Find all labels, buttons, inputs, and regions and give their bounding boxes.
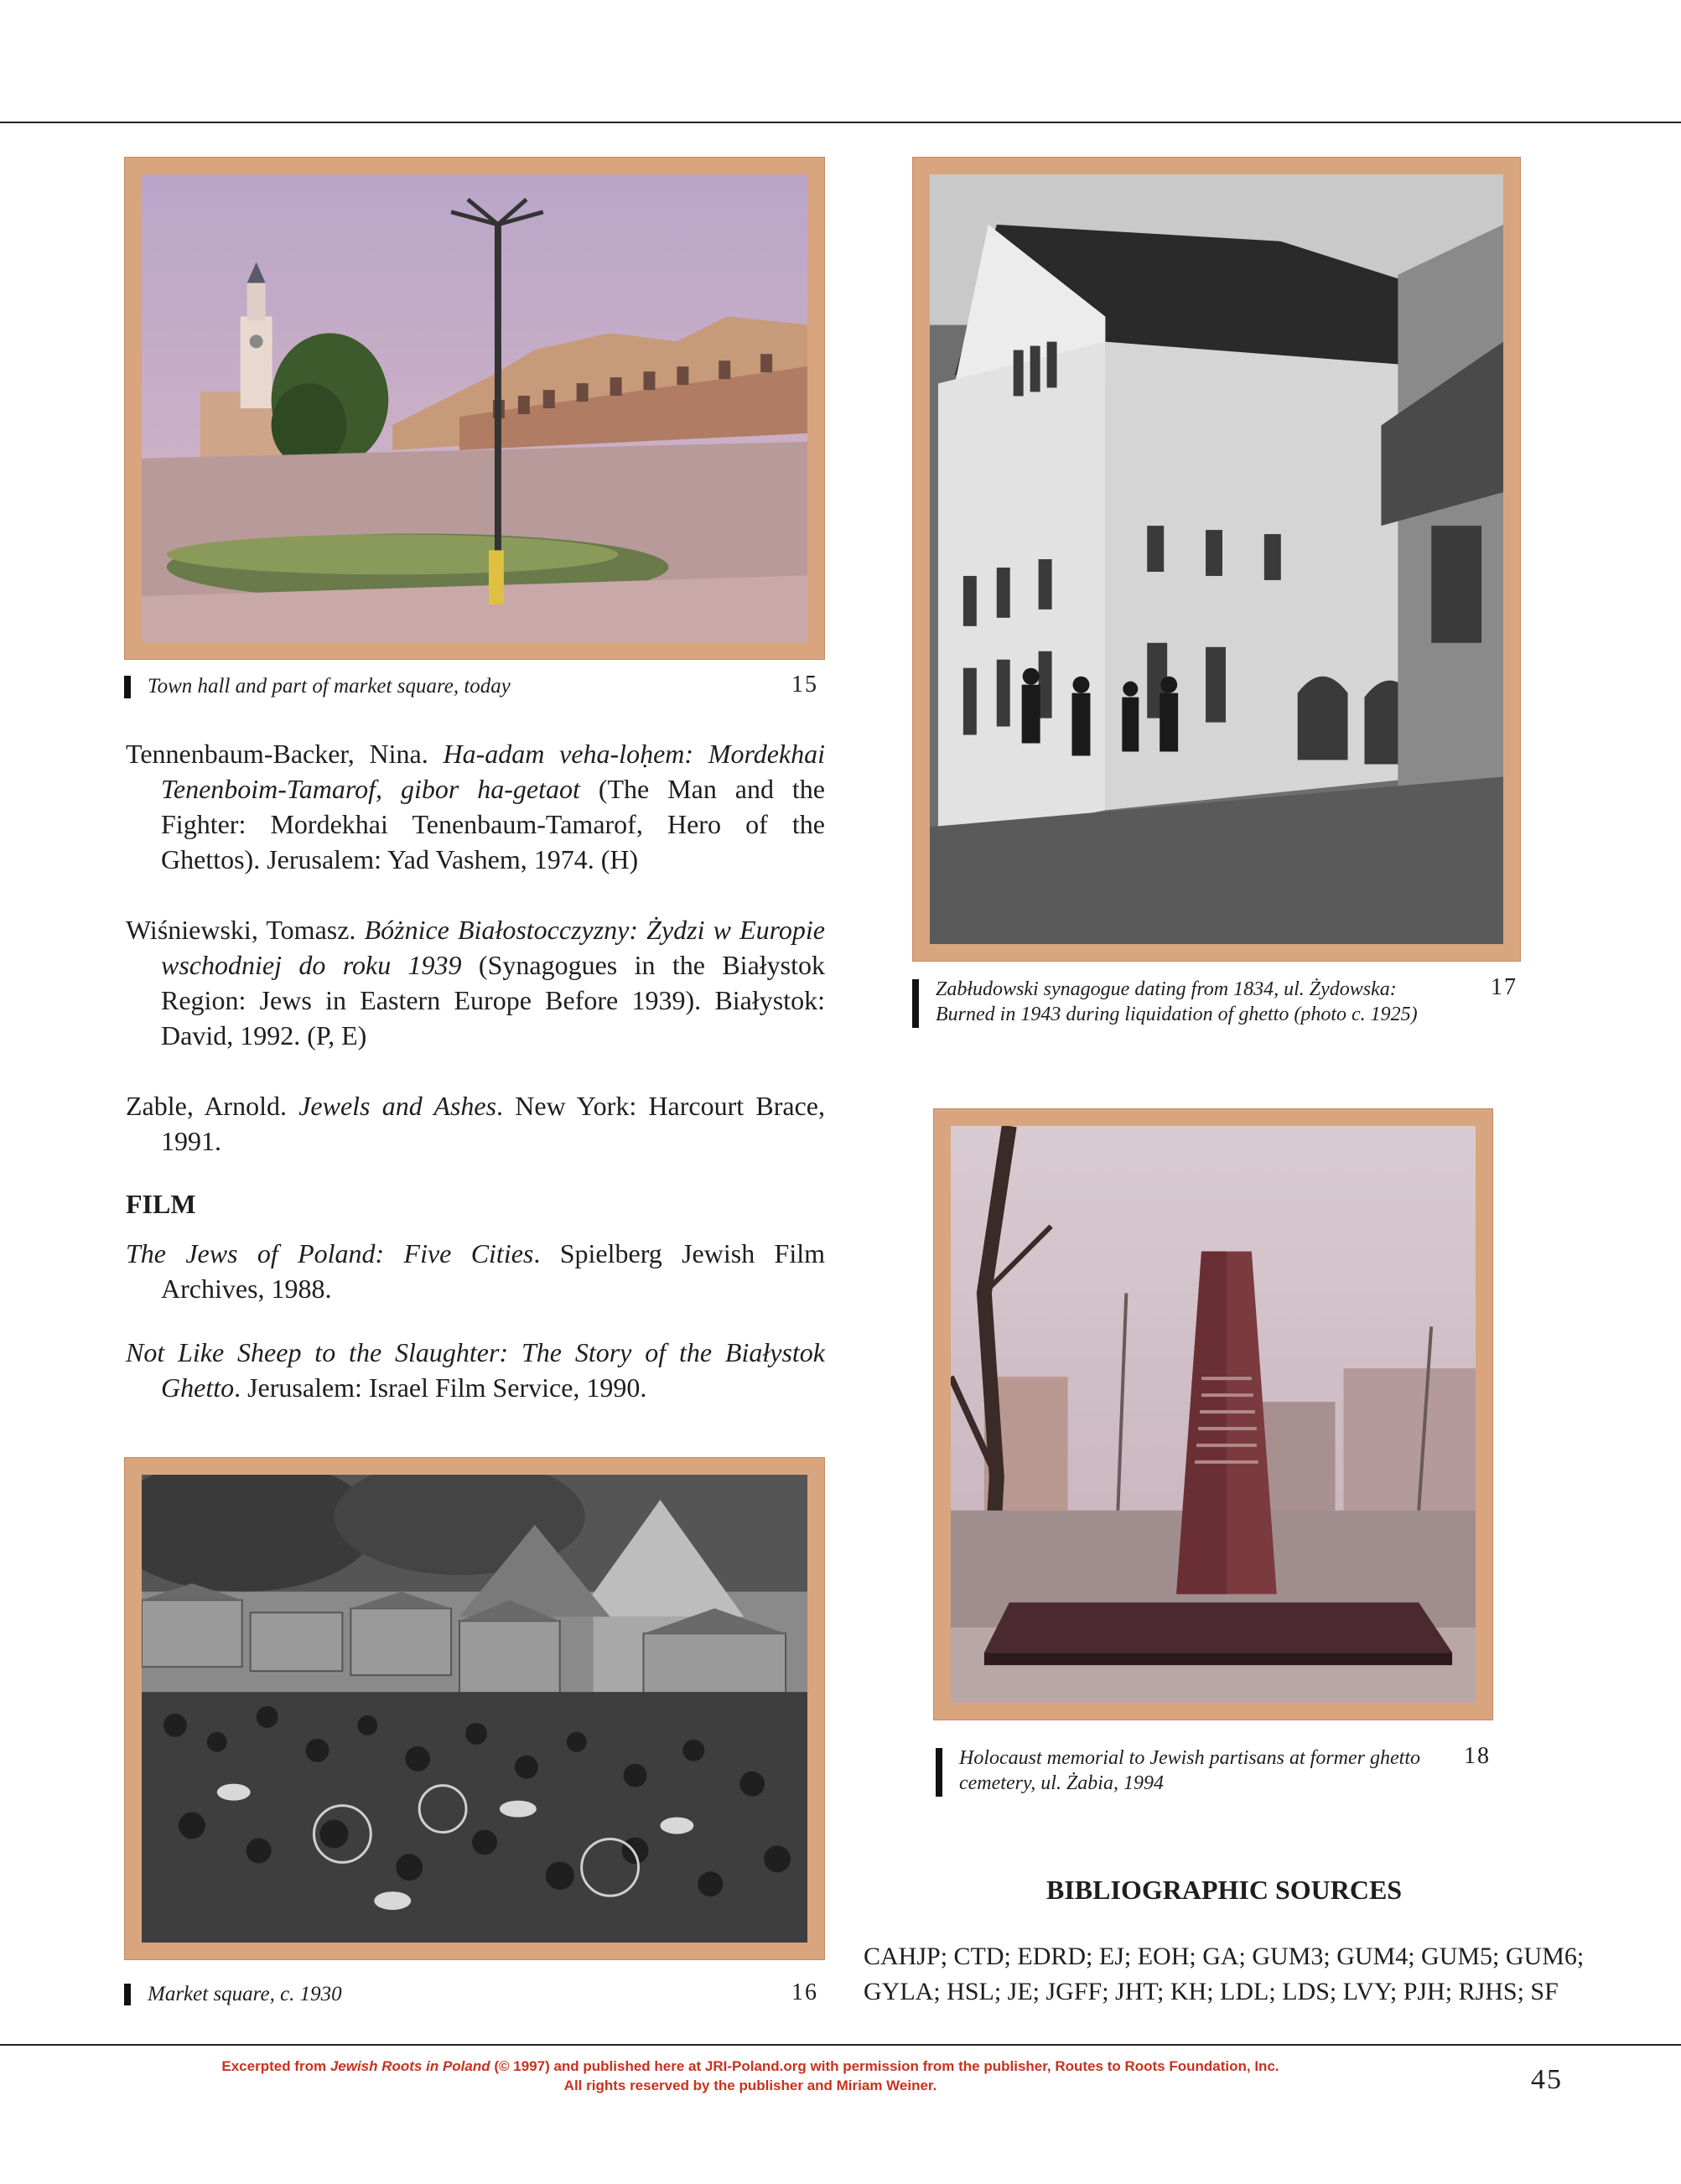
caption-photo-18 [936,1743,1506,1801]
figure-number: 17 [1491,974,1518,1000]
photo-synagogue [930,174,1503,944]
caption-line: cemetery, ul. Żabia, 1994 [959,1772,1164,1794]
sources-list [864,1939,1618,2010]
film-entry-jews-of-poland [126,1236,825,1306]
caption-line: Burned in 1943 during liquidation of ghetto (photo c. 1925) [936,1004,1418,1025]
bib-entry-tennenbaum [126,736,825,877]
footer-line-2: All rights reserved by the publisher and Miriam Weiner. [563,2078,937,2093]
film-details: . Jerusalem: Israel Film Service, 1990. [234,1372,647,1403]
bib-title: Jewels and Ashes [298,1091,497,1121]
photo-frame-town-hall [124,157,825,660]
footer-copyright [0,2057,1501,2095]
caption-photo-17 [912,974,1521,1032]
caption-bar [124,1984,131,2005]
photo-frame-synagogue [912,157,1521,962]
bib-entry-wisniewski [126,912,825,1053]
caption-bar [124,676,131,698]
bib-details: (The Man and the Fighter: Mordekhai Tenenbaum-Tamarof, Hero of the Ghettos). Jerusalem: Yad Vashem, 1974. (H) [161,774,826,874]
bib-details: . New York: Harcourt Brace, 1991. [161,1091,825,1156]
caption-text: Town hall and part of market square, today [148,675,511,698]
figure-number: 15 [791,672,818,698]
bottom-rule [0,2044,1681,2046]
film-list [126,1236,825,1405]
film-heading: FILM [126,1189,196,1219]
caption-line: Holocaust memorial to Jewish partisans at former ghetto [959,1747,1420,1769]
film-entry-not-like-sheep [126,1335,825,1405]
photo-market-square [142,1475,807,1943]
figure-number: 18 [1464,1743,1491,1769]
caption-photo-16 [124,1981,825,2010]
bib-author: Wiśniewski, Tomasz. [126,915,365,945]
bib-title: Bóżnice Białostocczyzny: Żydzi w Europie wschodniej do roku 1939 [161,915,826,980]
photo-memorial [951,1126,1476,1703]
caption-text [936,977,1418,1027]
photo-frame-memorial [933,1108,1493,1720]
caption-bar [936,1748,942,1797]
caption-photo-15 [124,673,825,702]
bib-author: Tennenbaum-Backer, Nina. [126,739,444,769]
photo-frame-market-square [124,1457,825,1960]
sources-line: CAHJP; CTD; EDRD; EJ; EOH; GA; GUM3; GUM4; GUM5; GUM6; [864,1943,1585,1970]
film-title: The Jews of Poland: Five Cities [126,1238,534,1268]
bib-details: (Synagogues in the Białystok Region: Jews in Eastern Europe Before 1939). Białystok: David, 1992. (P, E) [161,950,826,1050]
caption-text [959,1746,1420,1796]
caption-bar [912,979,919,1028]
caption-text: Market square, c. 1930 [148,1983,342,2005]
footer-prefix: Excerpted from [221,2058,330,2074]
figure-number: 16 [791,1979,818,2005]
photo-town-hall [142,174,807,642]
top-rule [0,122,1681,123]
bib-title: Ha-adam veha-loḥem: Mordekhai Tenenboim-Tamarof, gibor ha-getaot [161,739,826,804]
page-number: 45 [1531,2064,1563,2095]
footer-book-title: Jewish Roots in Poland [329,2058,490,2074]
film-title: Not Like Sheep to the Slaughter: The Story of the Białystok Ghetto [126,1337,825,1403]
bib-entry-zable [126,1088,825,1159]
footer-line-1 [0,2057,1501,2076]
sources-heading: BIBLIOGRAPHIC SOURCES [1046,1875,1403,1905]
footer-suffix: (© 1997) and published here at JRI-Poland.org with permission from the publisher, Routes to Roots Foundation, Inc. [490,2058,1279,2074]
bibliography-list [126,736,825,1159]
film-details: . Spielberg Jewish Film Archives, 1988. [161,1238,826,1304]
caption-line: Zabłudowski synagogue dating from 1834, ul. Żydowska: [936,978,1397,1000]
bib-author: Zable, Arnold. [126,1091,299,1121]
sources-line: GYLA; HSL; JE; JGFF; JHT; KH; LDL; LDS; LVY; PJH; RJHS; SF [864,1978,1559,2005]
